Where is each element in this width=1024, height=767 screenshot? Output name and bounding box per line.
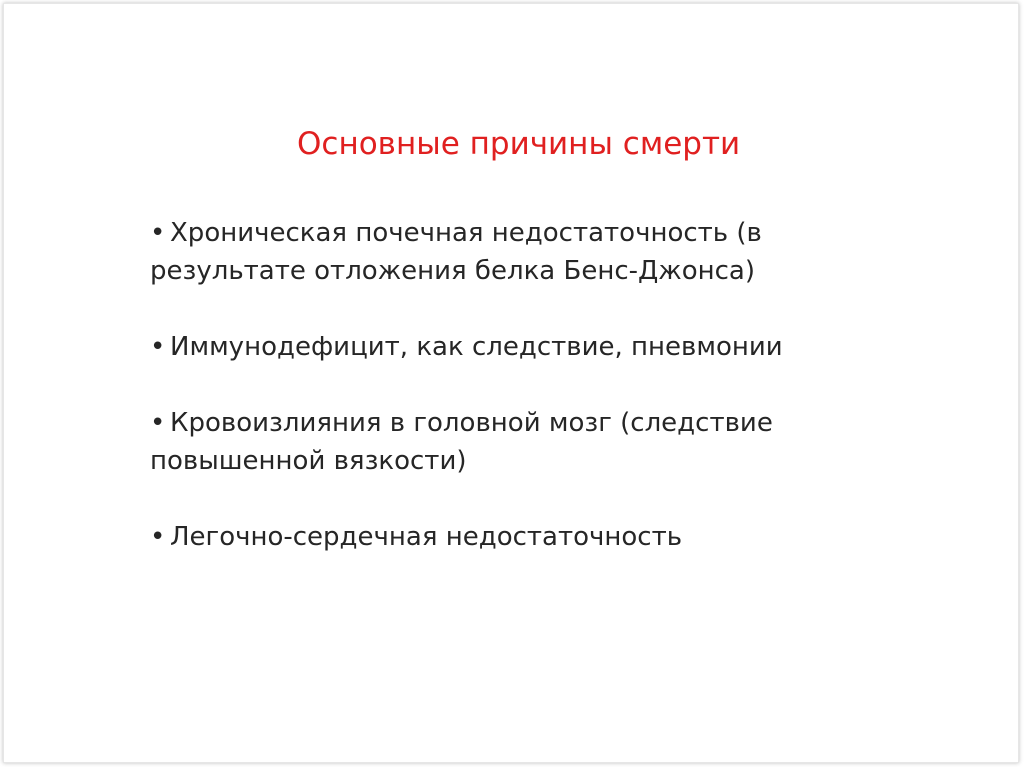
bullet-dot-icon: • — [150, 408, 166, 438]
bullet-text: Иммунодефицит, как следствие, пневмонии — [170, 332, 783, 362]
bullet-dot-icon: • — [150, 522, 166, 552]
bullet-list — [150, 214, 870, 594]
slide — [3, 3, 1019, 763]
bullet-line — [150, 442, 870, 480]
bullet-line — [150, 252, 870, 290]
list-item — [150, 214, 870, 290]
bullet-line — [150, 404, 870, 442]
list-item — [150, 328, 870, 366]
bullet-line — [150, 214, 870, 252]
bullet-dot-icon: • — [150, 218, 166, 248]
bullet-text: повышенной вязкости) — [150, 446, 467, 476]
bullet-dot-icon: • — [150, 332, 166, 362]
bullet-text: Хроническая почечная недостаточность (в — [170, 218, 762, 248]
bullet-line — [150, 328, 870, 366]
bullet-text: результате отложения белка Бенс-Джонса) — [150, 256, 756, 286]
bullet-text: Кровоизлияния в головной мозг (следствие — [170, 408, 773, 438]
bullet-text: Легочно-сердечная недостаточность — [170, 522, 683, 552]
slide-title: Основные причины смерти — [297, 126, 741, 162]
list-item — [150, 404, 870, 480]
list-item — [150, 518, 870, 556]
bullet-line — [150, 518, 870, 556]
